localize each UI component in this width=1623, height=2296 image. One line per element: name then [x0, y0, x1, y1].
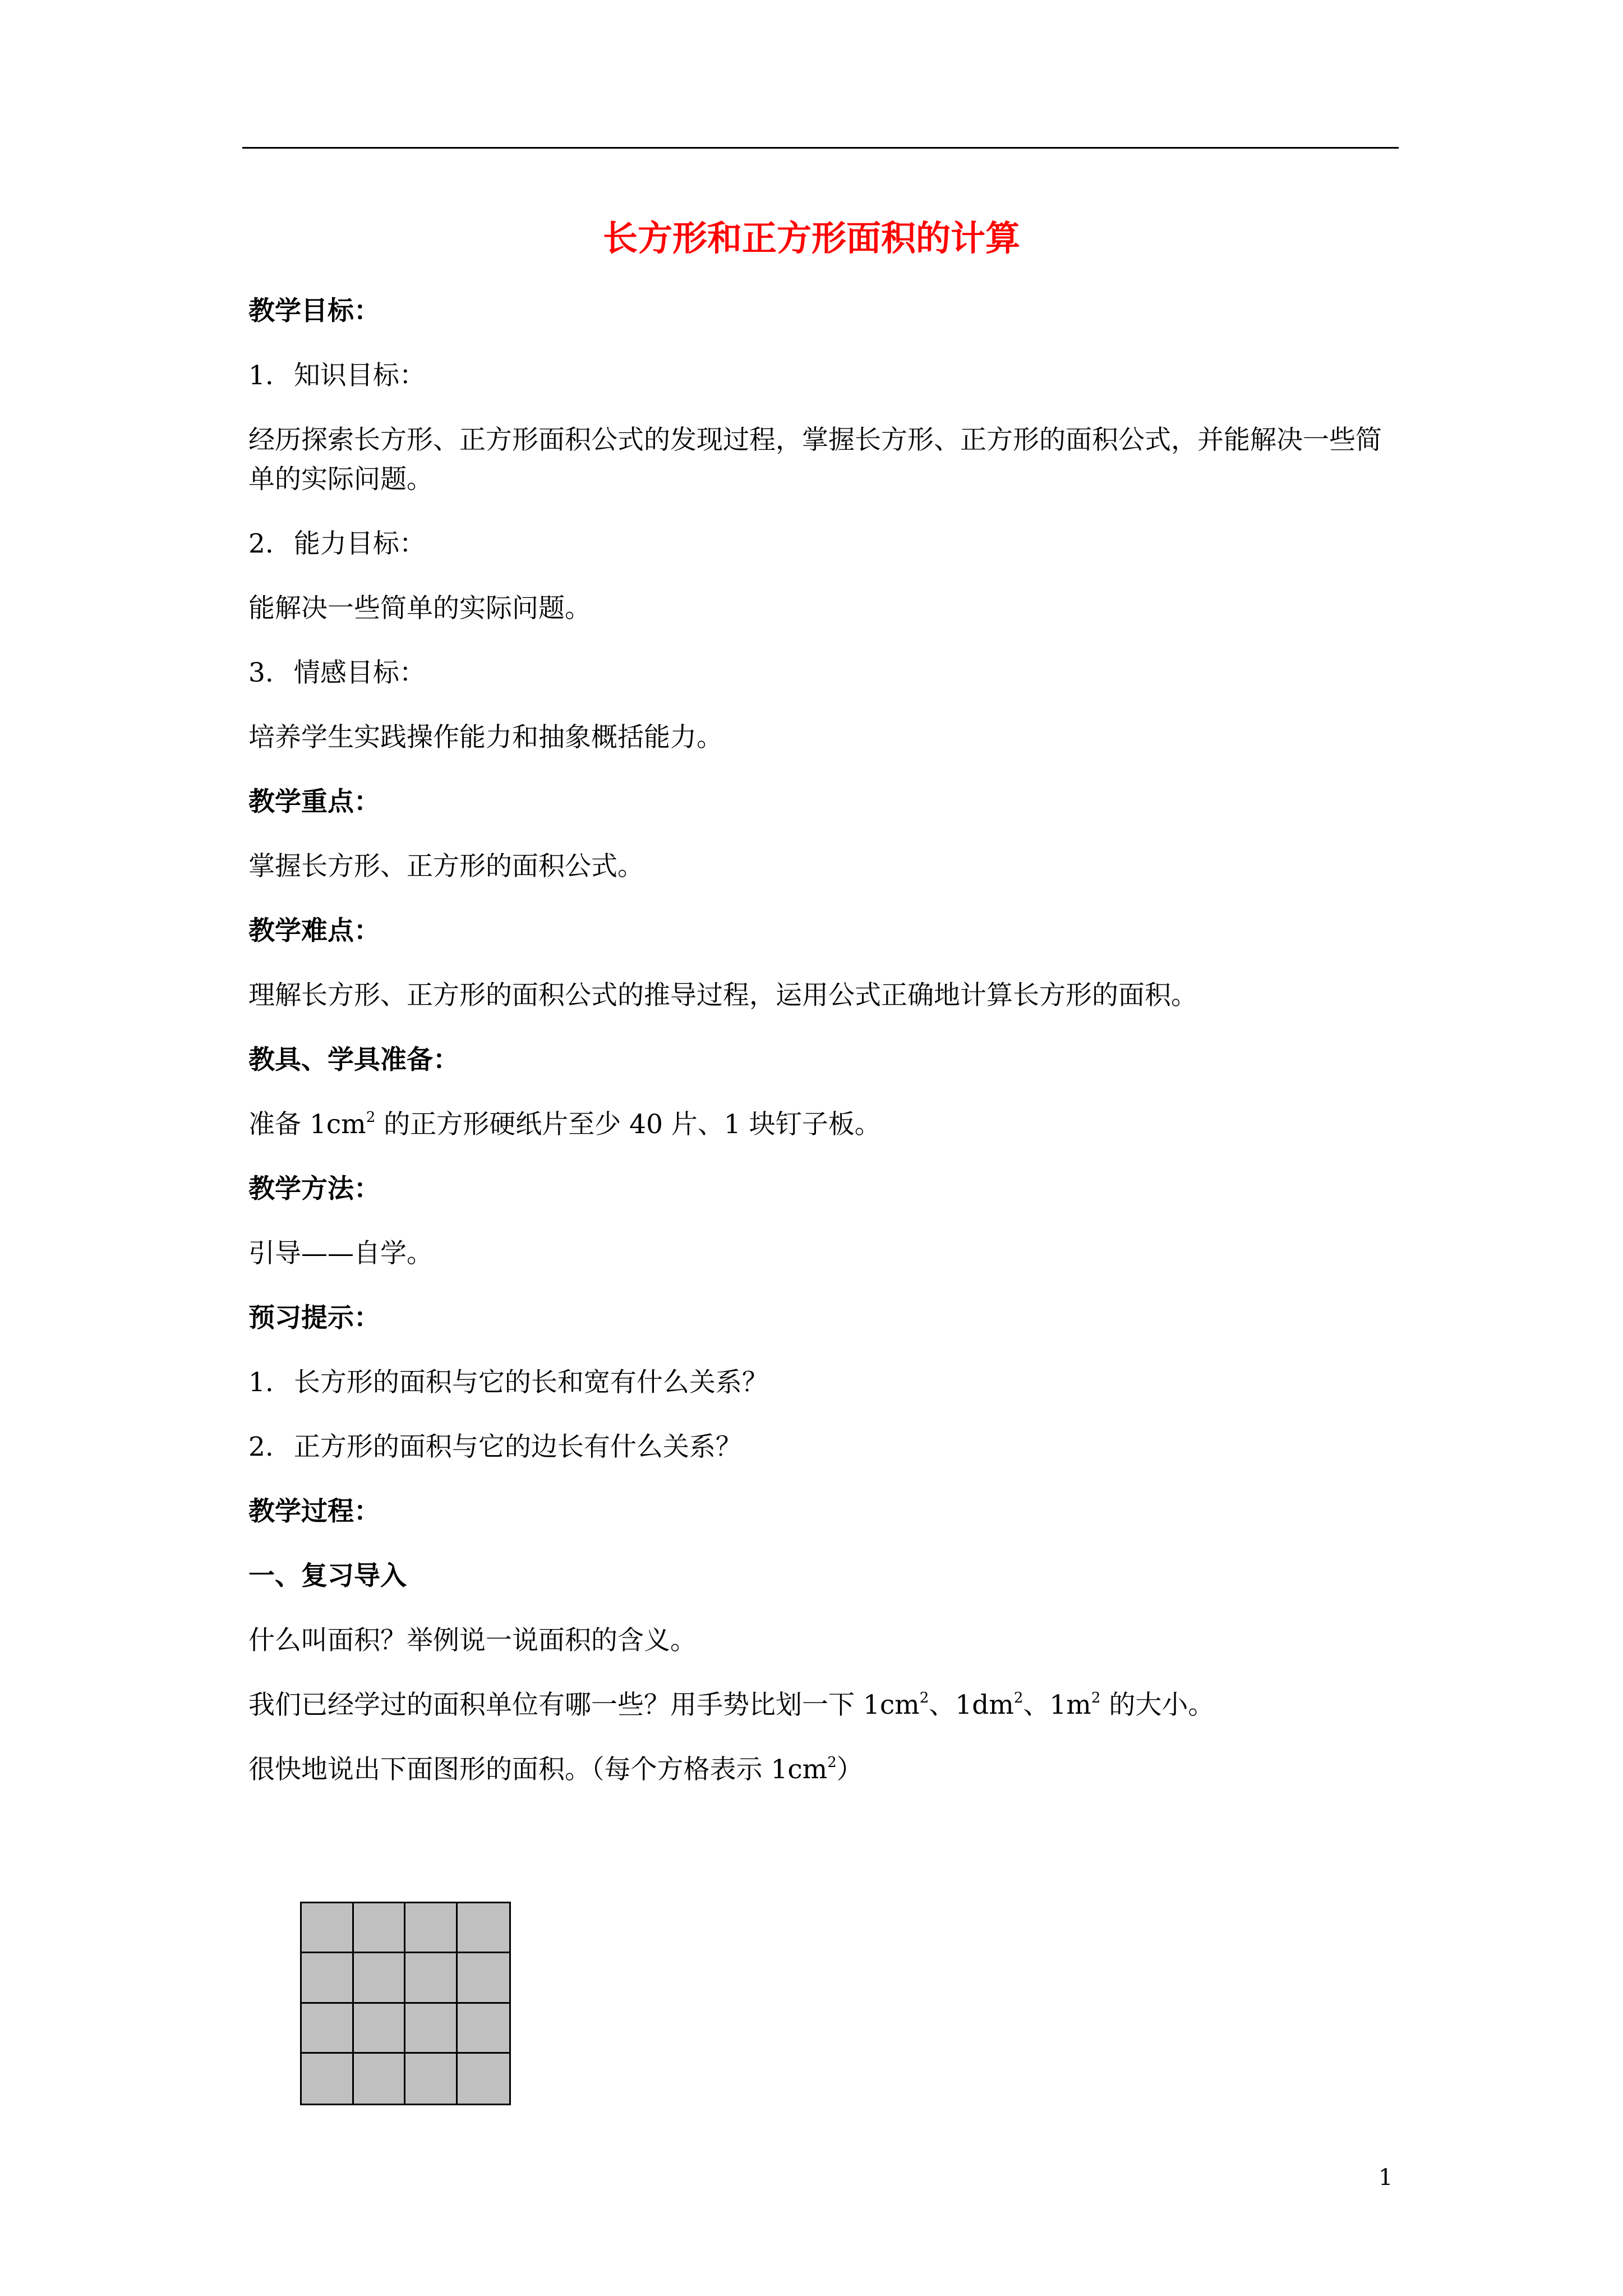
- text-segment: 我们已经学过的面积单位有哪一些？用手势比划一下 1cm: [248, 1690, 920, 1720]
- preview-heading: 预习提示：: [248, 1303, 380, 1333]
- text-segment: ）: [836, 1754, 863, 1785]
- knowledge-objective-text: 经历探索长方形、正方形面积公式的发现过程，掌握长方形、正方形的面积公式，并能解决一些简单的实际问题。: [248, 425, 1382, 495]
- page-title: 长方形和正方形面积的计算: [602, 218, 1020, 259]
- text-segment: 、1dm: [929, 1690, 1014, 1720]
- grid-cell: [302, 1953, 354, 2003]
- text-segment: 的大小。: [1100, 1690, 1215, 1720]
- superscript: 2: [919, 1690, 929, 1706]
- section-heading-review: 一、复习导入: [248, 1561, 407, 1591]
- document-body: [248, 292, 1404, 1815]
- grid-cell: [354, 1903, 406, 1953]
- grid-cell: [354, 1953, 406, 2003]
- grid-cell: [354, 2004, 406, 2054]
- square-grid-figure: [300, 1902, 511, 2105]
- list-number: 1.: [248, 1367, 274, 1398]
- ability-objective-label: [248, 524, 1404, 564]
- superscript: 2: [366, 1109, 376, 1126]
- header-rule: [242, 147, 1399, 149]
- grid-cell: [405, 2004, 458, 2054]
- objectives-heading: 教学目标：: [248, 296, 380, 326]
- review-line-1: 什么叫面积？举例说一说面积的含义。: [248, 1625, 697, 1656]
- method-heading: 教学方法：: [248, 1174, 380, 1204]
- difficulty-text: 理解长方形、正方形的面积公式的推导过程，运用公式正确地计算长方形的面积。: [248, 980, 1197, 1011]
- superscript: 2: [1091, 1690, 1101, 1706]
- ability-objective-text: 能解决一些简单的实际问题。: [248, 593, 591, 624]
- grid-cell: [302, 2004, 354, 2054]
- key-point-heading: 教学重点：: [248, 786, 380, 817]
- grid-cell: [405, 1903, 458, 1953]
- materials-text-a: 准备 1cm: [248, 1109, 366, 1140]
- question-text: 长方形的面积与它的长和宽有什么关系？: [293, 1367, 768, 1398]
- superscript: 2: [1013, 1690, 1023, 1706]
- review-line-3: [248, 1750, 1404, 1789]
- list-number: 2.: [248, 1432, 274, 1462]
- emotion-objective-text: 培养学生实践操作能力和抽象概括能力。: [248, 722, 723, 753]
- grid-cell: [458, 1953, 510, 2003]
- review-line-2: [248, 1686, 1404, 1725]
- knowledge-objective-label: [248, 356, 1404, 395]
- page-number: 1: [1378, 2165, 1393, 2191]
- objective-label: 情感目标：: [293, 657, 426, 688]
- method-text: 引导——自学。: [248, 1238, 433, 1269]
- grid-cell: [405, 2054, 458, 2104]
- grid-cell: [458, 2004, 510, 2054]
- objective-label: 知识目标：: [293, 360, 426, 391]
- key-point-text: 掌握长方形、正方形的面积公式。: [248, 851, 644, 882]
- preview-question-2: [248, 1428, 1404, 1467]
- list-number: 1.: [248, 360, 274, 391]
- grid-cell: [354, 2054, 406, 2104]
- list-number: 3.: [248, 657, 274, 688]
- materials-heading: 教具、学具准备：: [248, 1045, 459, 1075]
- process-heading: 教学过程：: [248, 1496, 380, 1527]
- emotion-objective-label: [248, 654, 1404, 693]
- grid-cell: [302, 1903, 354, 1953]
- superscript: 2: [827, 1754, 837, 1771]
- materials-text-b: 的正方形硬纸片至少 40 片、1 块钉子板。: [375, 1109, 881, 1140]
- difficulty-heading: 教学难点：: [248, 915, 380, 946]
- text-segment: 、1m: [1023, 1690, 1091, 1720]
- grid-cell: [458, 2054, 510, 2104]
- question-text: 正方形的面积与它的边长有什么关系？: [293, 1432, 742, 1462]
- grid-cell: [302, 2054, 354, 2104]
- preview-question-1: [248, 1363, 1404, 1402]
- text-segment: 很快地说出下面图形的面积。（每个方格表示 1cm: [248, 1754, 828, 1785]
- grid-cell: [458, 1903, 510, 1953]
- objective-label: 能力目标：: [293, 528, 426, 559]
- grid-cell: [405, 1953, 458, 2003]
- materials-text: [248, 1105, 1404, 1144]
- list-number: 2.: [248, 528, 274, 559]
